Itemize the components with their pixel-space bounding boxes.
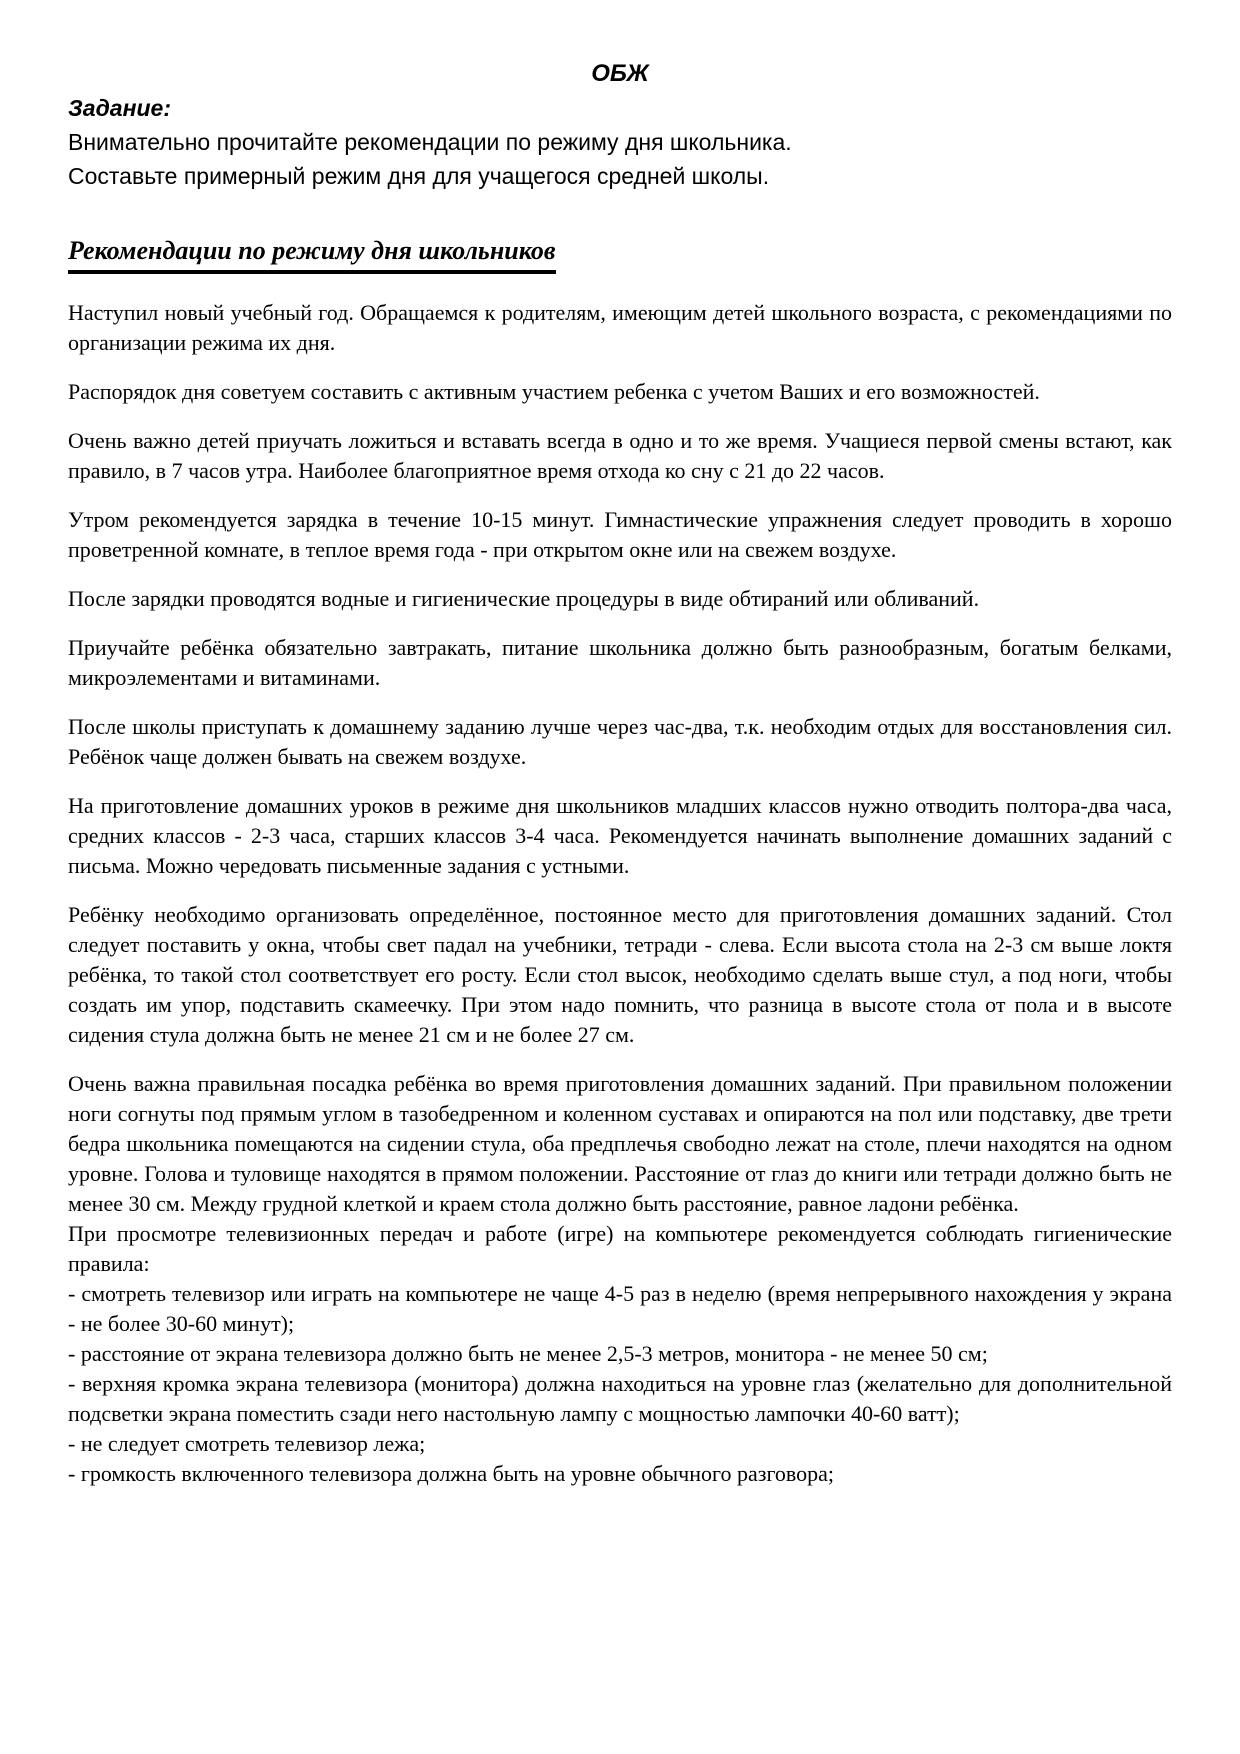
tv-rule-item-no-lying: - не следует смотреть телевизор лежа; — [68, 1431, 426, 1456]
tv-rule-item-frequency: - смотреть телевизор или играть на компьютере не чаще 4-5 раз в неделю (время непрерывного нахождения у экрана - не более 30-60 минут); — [68, 1281, 1172, 1336]
task-line-2: Составьте примерный режим дня для учащегося средней школы. — [68, 163, 770, 189]
section-heading: Рекомендации по режиму дня школьников — [68, 235, 556, 274]
paragraph-posture: Очень важна правильная посадка ребёнка во время приготовления домашних заданий. При правильном положении ноги согнуты под прямым углом в тазобедренном и коленном суставах и опираются на пол или подставку, две трети бедра школьника помещаются на сидении стула, оба предплечья свободно лежат на столе, плечи находятся на одном уровне. Голова и туловище находятся в прямом положении. Расстояние от глаз до книги или тетради должно быть не менее 30 см. Между грудной клеткой и краем стола должно быть расстояние, равное ладони ребёнка. — [68, 1071, 1172, 1216]
paragraph-morning-exercise: Утром рекомендуется зарядка в течение 10-15 минут. Гимнастические упражнения следует проводить в хорошо проветренной комнате, в теплое время года - при открытом окне или на свежем воздухе. — [68, 507, 1172, 562]
paragraph-breakfast: Приучайте ребёнка обязательно завтракать, питание школьника должно быть разнообразным, богатым белками, микроэлементами и витаминами. — [68, 635, 1172, 690]
section-heading-wrap — [68, 235, 1172, 274]
document-title: ОБЖ — [591, 60, 649, 87]
task-label: Задание: — [68, 95, 171, 121]
paragraph-homework-time: На приготовление домашних уроков в режиме дня школьников младших классов нужно отводить полтора-два часа, средних классов - 2-3 часа, старших классов 3-4 часа. Рекомендуется начинать выполнение домашних заданий с письма. Можно чередовать письменные задания с устными. — [68, 793, 1172, 878]
tv-rules-intro: При просмотре телевизионных передач и работе (игре) на компьютере рекомендуется соблюдать гигиенические правила: — [68, 1221, 1172, 1276]
paragraph-sleep-schedule: Очень важно детей приучать ложиться и вставать всегда в одно и то же время. Учащиеся первой смены встают, как правило, в 7 часов утра. Наиболее благоприятное время отхода ко сну с 21 до 22 часов. — [68, 428, 1172, 483]
paragraph-workplace: Ребёнку необходимо организовать определённое, постоянное место для приготовления домашних заданий. Стол следует поставить у окна, чтобы свет падал на учебники, тетради - слева. Если высота стола на 2-3 см выше локтя ребёнка, то такой стол соответствует его росту. Если стол высок, необходимо сделать выше стул, а под ноги, чтобы создать им упор, подставить скамеечку. При этом надо помнить, что разница в высоте стола от пола и в высоте сидения стула должна быть не менее 21 см и не более 27 см. — [68, 902, 1172, 1047]
tv-rule-item-volume: - громкость включенного телевизора должна быть на уровне обычного разговора; — [68, 1461, 835, 1486]
paragraph-new-school-year: Наступил новый учебный год. Обращаемся к родителям, имеющим детей школьного возраста, с рекомендациями по организации режима их дня. — [68, 300, 1172, 355]
paragraph-hygiene-procedures: После зарядки проводятся водные и гигиенические процедуры в виде обтираний или обливаний. — [68, 586, 980, 611]
task-line-1: Внимательно прочитайте рекомендации по режиму дня школьника. — [68, 129, 792, 155]
paragraph-homework-rest: После школы приступать к домашнему заданию лучше через час-два, т.к. необходим отдых для восстановления сил. Ребёнок чаще должен бывать на свежем воздухе. — [68, 714, 1172, 769]
tv-rule-item-distance: - расстояние от экрана телевизора должно быть не менее 2,5-3 метров, монитора - не менее 50 см; — [68, 1341, 988, 1366]
paragraph-daily-schedule: Распорядок дня советуем составить с активным участием ребенка с учетом Ваших и его возможностей. — [68, 379, 1040, 404]
tv-rule-item-screen-height: - верхняя кромка экрана телевизора (монитора) должна находиться на уровне глаз (желательно для дополнительной подсветки экрана поместить сзади него настольную лампу с мощностью лампочки 40-60 ватт); — [68, 1371, 1172, 1426]
